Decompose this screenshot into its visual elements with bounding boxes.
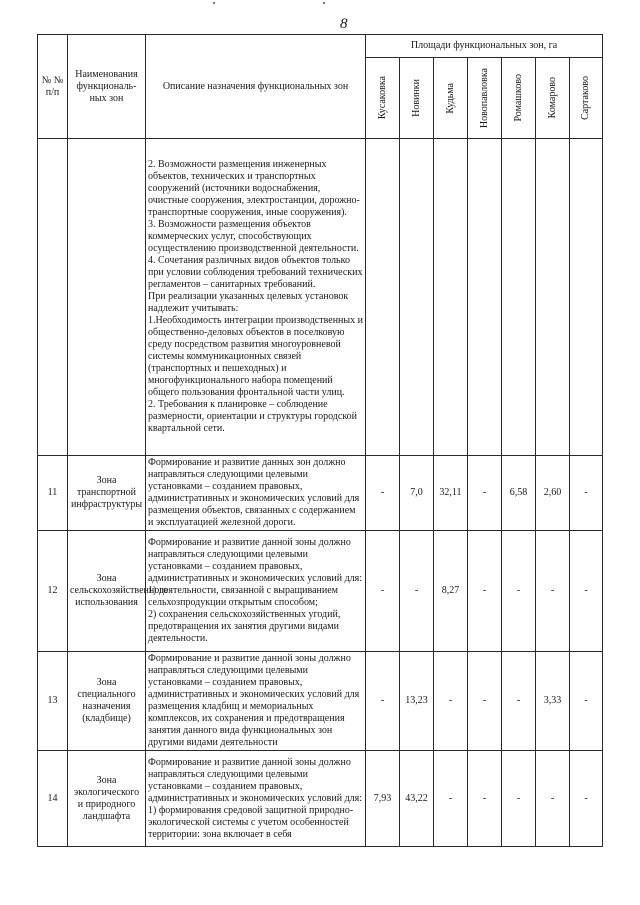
zone-name: Зона транспортной инфраструктуры <box>68 456 146 531</box>
header-settlement <box>400 58 434 139</box>
area-value <box>570 139 603 456</box>
description-paragraph: Формирование и развитие данной зоны должно направляться следующими целевыми установками – созданием правовых, административных и экономических условий для: <box>148 756 363 804</box>
description-paragraph: 1) деятельности, связанной с выращиванием сельхозпродукции открытым способом; <box>148 585 339 608</box>
area-value: - <box>366 531 400 652</box>
zone-description <box>146 751 366 847</box>
header-settlement <box>366 58 400 139</box>
zone-name: Зона специального назначения (кладбище) <box>68 652 146 751</box>
description-paragraph: 4. Сочетания различных видов объектов только при условии соблюдения требований технических регламентов – санитарных требований. <box>148 255 363 290</box>
zone-name: Зона экологического и природного ландшафта <box>68 751 146 847</box>
area-value <box>536 139 570 456</box>
zone-number: 12 <box>38 531 68 652</box>
area-value: - <box>536 751 570 847</box>
area-value: - <box>502 751 536 847</box>
scan-mark <box>213 2 215 4</box>
area-value: - <box>400 531 434 652</box>
zone-description <box>146 652 366 751</box>
settlement-name: Комарово <box>546 77 558 119</box>
area-value <box>502 139 536 456</box>
functional-zones-table <box>37 34 603 847</box>
area-value: - <box>468 531 502 652</box>
area-value: - <box>468 456 502 531</box>
settlement-name: Новопавловка <box>478 67 490 129</box>
area-value: 32,11 <box>434 456 468 531</box>
area-value: 3,33 <box>536 652 570 751</box>
table-row-continuation <box>38 139 603 456</box>
header-zone-name: Наименования функциональ-ных зон <box>68 35 146 139</box>
area-value: 2,60 <box>536 456 570 531</box>
area-value <box>366 139 400 456</box>
area-value: - <box>434 652 468 751</box>
table-header <box>38 35 603 139</box>
area-value: - <box>570 456 603 531</box>
area-value: - <box>502 531 536 652</box>
description-paragraph: 3. Возможности размещения объектов коммерческих услуг, способствующих осуществлению производственной деятельности. <box>148 219 359 254</box>
zone-description <box>146 531 366 652</box>
area-value: 43,22 <box>400 751 434 847</box>
table-row <box>38 751 603 847</box>
area-value: - <box>570 531 603 652</box>
area-value: 7,93 <box>366 751 400 847</box>
description-paragraph: 2. Требования к планировке – соблюдение размерности, ориентации и структуры городской квартальной сети. <box>148 399 358 434</box>
description-paragraph: 2. Возможности размещения инженерных объектов, технических и транспортных сооружений (источники водоснабжения, очистные сооружения, электростанции, дорожно-транспортные сооружения, иные сооружения). <box>148 159 360 218</box>
description-paragraph: Формирование и развитие данной зоны должно направляться следующими целевыми установками – созданием правовых, административных и экономических условий для: <box>148 537 363 584</box>
settlement-name: Новинки <box>410 79 422 117</box>
description-paragraph: 1) формирования средовой защитной природно-экологической системы с учетом особенностей территории: зона включает в себя <box>148 804 354 840</box>
zone-number: 13 <box>38 652 68 751</box>
area-value: - <box>468 751 502 847</box>
area-value: - <box>570 652 603 751</box>
settlement-name: Кусаковка <box>376 76 388 120</box>
header-number: № № п/п <box>38 35 68 139</box>
table-row <box>38 652 603 751</box>
table-row <box>38 456 603 531</box>
area-value: - <box>502 652 536 751</box>
area-value <box>400 139 434 456</box>
area-value: - <box>536 531 570 652</box>
zone-name: Зона сельскохозяйственного использования <box>68 531 146 652</box>
settlement-name: Ромашково <box>512 74 524 122</box>
area-value: - <box>366 652 400 751</box>
table-row <box>38 531 603 652</box>
header-settlement <box>536 58 570 139</box>
description-paragraph: Формирование и развитие данных зон должно направляться следующими целевыми установками – созданием правовых, административных и экономических условий для размещения объектов, связанных с содержанием и эксплуатацией железной дороги. <box>148 457 360 528</box>
zone-number: 11 <box>38 456 68 531</box>
header-settlement <box>570 58 603 139</box>
description-paragraph: При реализации указанных целевых установок надлежит учитывать: <box>148 291 349 314</box>
area-value: 13,23 <box>400 652 434 751</box>
description-paragraph: 1.Необходимость интеграции производственных и общественно-деловых объектов в поселковую среду посредством развития многоуровневой системы коммуникационных связей (транспортных и пешеходных) и многофункционального набора помещений общего пользования фронтальной части улиц. <box>148 315 363 398</box>
area-value: 8,27 <box>434 531 468 652</box>
zone-description <box>146 139 366 456</box>
area-value: 6,58 <box>502 456 536 531</box>
scan-mark <box>323 2 325 4</box>
header-areas: Площади функциональных зон, га <box>366 35 603 58</box>
settlement-name: Сартаково <box>580 76 592 120</box>
area-value <box>468 139 502 456</box>
area-value <box>434 139 468 456</box>
page-number: 8 <box>340 16 348 32</box>
header-description: Описание назначения функциональных зон <box>146 35 366 139</box>
zone-number: 14 <box>38 751 68 847</box>
area-value: - <box>468 652 502 751</box>
area-value: 7,0 <box>400 456 434 531</box>
area-value: - <box>434 751 468 847</box>
settlement-name: Кудьма <box>444 82 456 114</box>
area-value: - <box>570 751 603 847</box>
zone-description <box>146 456 366 531</box>
header-settlement <box>434 58 468 139</box>
zone-name <box>68 139 146 456</box>
zone-number <box>38 139 68 456</box>
header-settlement <box>502 58 536 139</box>
description-paragraph: Формирование и развитие данной зоны должно направляться следующими целевыми установками – созданием правовых, административных и экономических условий для размещения кладбищ и мемориальных комплексов, их сохранения и предотвращения занятия данного вида функциональных зон другими видами деятельности <box>148 653 360 748</box>
description-paragraph: 2) сохранения сельскохозяйственных угодий, предотвращения их занятия другими видами деятельности. <box>148 609 341 644</box>
area-value: - <box>366 456 400 531</box>
header-settlement <box>468 58 502 139</box>
